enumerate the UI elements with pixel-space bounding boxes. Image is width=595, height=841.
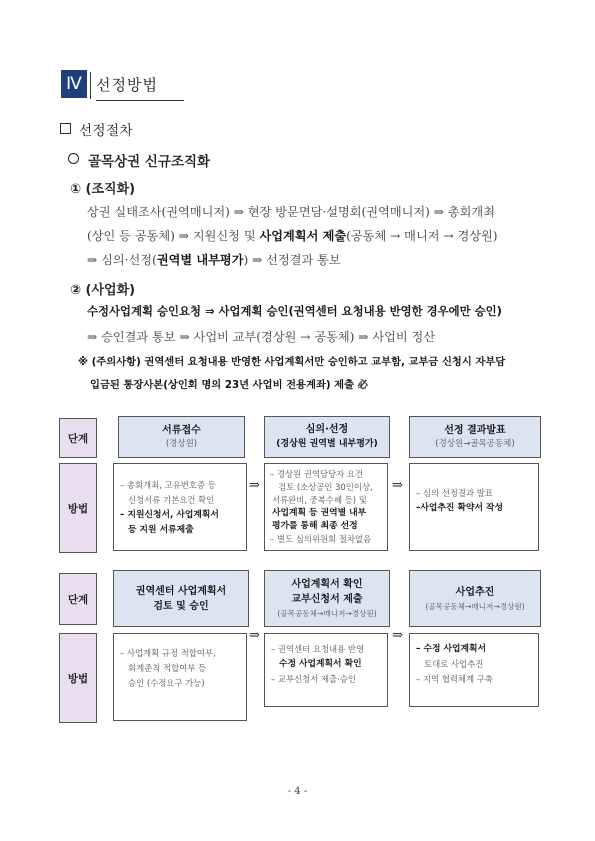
flow1-box1-body: – 총회개최, 고유번호증 등 신청서류 기본요건 확인 – 지원신청서, 사업계획서 등 지원 서류제출 bbox=[113, 463, 247, 551]
flow1-box3-body: – 심의 선정결과 발표 –사업추진 확약서 작성 bbox=[409, 463, 539, 551]
step1-heading: ① (조직화) bbox=[70, 182, 136, 197]
step1-line1: 상권 실태조사(권역매니저) ⇒ 현장 방문면담·설명회(권역매니저) ⇒ 총회개최 bbox=[87, 205, 495, 219]
step1-line2: (상인 등 공동체) ⇒ 지원신청 및 사업계획서 제출(공동체 → 매니저 → 경상원) bbox=[87, 229, 498, 243]
section-underline bbox=[96, 100, 184, 101]
flow1-box2-body: – 경상원 권역담당자 요건 검토 (소상공인 30인이상, 서류완비, 중복수혜 등) 및 사업계획 등 권역별 내부 평가를 통해 최종 선정 – 별도 심의위원회 절차없음 bbox=[264, 463, 388, 551]
note-line1: ※ (주의사항) 권역센터 요청내용 반영한 사업계획서만 승인하고 교부함, 교부금 신청시 자부담 bbox=[78, 356, 506, 368]
flow2-arrow1: ⇒ bbox=[249, 628, 260, 643]
step2-line1: 수정사업계획 승인요청 ⇒ 사업계획 승인(권역센터 요청내용 반영한 경우에만 승인) bbox=[87, 304, 502, 318]
section-divider bbox=[90, 72, 91, 99]
page-number: - 4 - bbox=[287, 786, 308, 797]
flow2-box2-body: – 권역센터 요청내용 반영 수정 사업계획서 확인 – 교부신청서 제출·승인 bbox=[264, 633, 388, 707]
section-number: Ⅳ bbox=[61, 70, 87, 98]
flow1-stage-label: 단계 bbox=[59, 418, 97, 458]
flow2-method-label: 방법 bbox=[59, 633, 97, 723]
flow2-stage-label: 단계 bbox=[59, 573, 97, 625]
flow2-box2-header: 사업계획서 확인 교부신청서 제출 (골목공동체→매니저→경상원) bbox=[264, 570, 390, 627]
step2-line2: ⇒ 승인결과 통보 ⇒ 사업비 교부(경상원 → 공동체) ⇒ 사업비 정산 bbox=[87, 330, 436, 344]
item-title: 골목상권 신규조직화 bbox=[88, 154, 211, 170]
flow1-method-label: 방법 bbox=[59, 463, 97, 553]
note-line2: 입금된 통장사본(상인회 명의 23년 사업비 전용계좌) 제출 必 bbox=[90, 379, 368, 391]
flow2-box3-header: 사업추진 (골목공동체→매니저→경상원) bbox=[409, 570, 541, 627]
subsection-title: 선정절차 bbox=[79, 123, 134, 139]
flow2-box1-body: – 사업계획 규정 적합여부, 회계준칙 적합여부 등 승인 (수정요구 가능) bbox=[113, 633, 247, 721]
flow2-arrow2: ⇒ bbox=[392, 628, 403, 643]
flow1-box2-header: 심의·선정 (경상원 권역별 내부평가) bbox=[264, 416, 390, 458]
flow1-box1-header: 서류접수 (경상원) bbox=[118, 416, 245, 458]
step2-heading: ② (사업화) bbox=[70, 283, 136, 298]
flow2-box3-body: – 수정 사업계획서 토대로 사업추진 – 지역 협력체계 구축 bbox=[409, 633, 539, 707]
section-title: 선정방법 bbox=[96, 76, 158, 94]
flow2-box1-header: 권역센터 사업계획서 검토 및 승인 bbox=[113, 570, 249, 627]
flow1-arrow1: ⇒ bbox=[249, 478, 260, 493]
flow1-box3-header: 선정 결과발표 (경상원→골목공동체) bbox=[409, 416, 541, 458]
square-bullet-icon bbox=[60, 123, 71, 134]
flow1-arrow2: ⇒ bbox=[392, 478, 403, 493]
circle-bullet-icon bbox=[68, 153, 79, 164]
step1-line3: ⇒ 심의·선정(권역별 내부평가) ⇒ 선정결과 통보 bbox=[87, 253, 341, 267]
